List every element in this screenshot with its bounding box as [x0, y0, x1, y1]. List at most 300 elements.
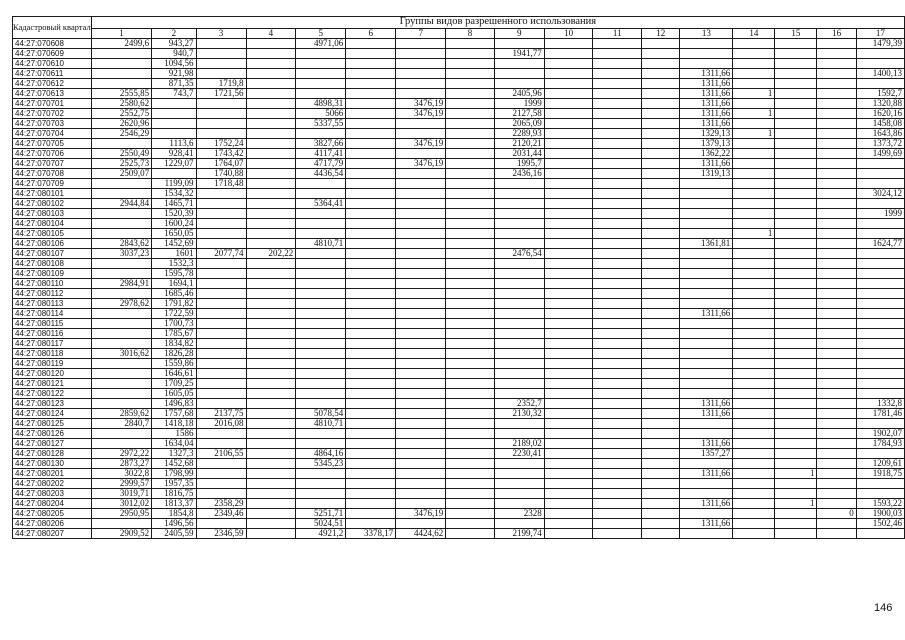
group-12-value-cell: [642, 239, 680, 249]
group-14-value-cell: [733, 329, 775, 339]
group-4-value-cell: [246, 329, 296, 339]
group-7-value-cell: [396, 39, 446, 49]
cadastral-value-table: [12, 16, 905, 539]
group-13-value-cell: [680, 229, 733, 239]
group-10-value-cell: [544, 429, 593, 439]
group-11-value-cell: [593, 209, 642, 219]
group-15-value-cell: [775, 89, 817, 99]
group-13-value-cell: [680, 279, 733, 289]
group-1-value-cell: 2843,62: [91, 239, 151, 249]
group-15-value-cell: [775, 389, 817, 399]
cadastral-quarter-cell: 44:27:080202: [13, 479, 92, 489]
group-12-value-cell: [642, 429, 680, 439]
group-2-value-cell: 743,7: [152, 89, 196, 99]
group-number-header: 2: [152, 29, 196, 39]
group-16-value-cell: [817, 459, 856, 469]
group-1-value-cell: 2499,6: [91, 39, 151, 49]
group-5-value-cell: [296, 179, 346, 189]
group-12-value-cell: [642, 39, 680, 49]
group-7-value-cell: [396, 199, 446, 209]
group-17-value-cell: [856, 59, 904, 69]
group-15-value-cell: [775, 459, 817, 469]
group-13-value-cell: [680, 339, 733, 349]
group-16-value-cell: [817, 449, 856, 459]
group-9-value-cell: [494, 179, 544, 189]
group-7-value-cell: [396, 429, 446, 439]
group-9-value-cell: 2405,96: [494, 89, 544, 99]
group-11-value-cell: [593, 299, 642, 309]
group-5-value-cell: [296, 69, 346, 79]
group-5-value-cell: 5345,23: [296, 459, 346, 469]
group-6-value-cell: [346, 399, 396, 409]
group-1-value-cell: 3016,62: [91, 349, 151, 359]
cadastral-quarter-cell: 44:27:080120: [13, 369, 92, 379]
group-12-value-cell: [642, 489, 680, 499]
group-7-value-cell: [396, 489, 446, 499]
group-6-value-cell: [346, 299, 396, 309]
group-8-value-cell: [446, 349, 494, 359]
group-6-value-cell: [346, 429, 396, 439]
group-3-value-cell: 1740,88: [196, 169, 246, 179]
group-5-value-cell: [296, 319, 346, 329]
group-9-value-cell: [494, 79, 544, 89]
group-17-value-cell: [856, 449, 904, 459]
group-4-value-cell: [246, 39, 296, 49]
group-6-value-cell: [346, 519, 396, 529]
group-14-value-cell: [733, 449, 775, 459]
group-2-value-cell: 1418,18: [152, 419, 196, 429]
group-17-value-cell: 1918,75: [856, 469, 904, 479]
group-2-value-cell: 1798,99: [152, 469, 196, 479]
cadastral-quarter-cell: 44:27:080114: [13, 309, 92, 319]
group-9-value-cell: 2328: [494, 509, 544, 519]
group-6-value-cell: [346, 279, 396, 289]
group-14-value-cell: [733, 489, 775, 499]
group-13-value-cell: 1311,66: [680, 159, 733, 169]
group-4-value-cell: [246, 99, 296, 109]
group-14-value-cell: [733, 409, 775, 419]
group-17-value-cell: 1592,7: [856, 89, 904, 99]
group-7-value-cell: [396, 209, 446, 219]
group-13-value-cell: 1311,66: [680, 109, 733, 119]
group-10-value-cell: [544, 299, 593, 309]
group-9-value-cell: [494, 379, 544, 389]
group-14-value-cell: [733, 399, 775, 409]
group-11-value-cell: [593, 369, 642, 379]
group-13-value-cell: [680, 349, 733, 359]
group-5-value-cell: 4921,2: [296, 529, 346, 539]
group-16-value-cell: [817, 489, 856, 499]
group-15-value-cell: [775, 109, 817, 119]
group-13-value-cell: 1311,66: [680, 79, 733, 89]
group-4-value-cell: [246, 289, 296, 299]
group-2-value-cell: 1605,05: [152, 389, 196, 399]
group-5-value-cell: [296, 479, 346, 489]
group-8-value-cell: [446, 319, 494, 329]
group-3-value-cell: 2349,46: [196, 509, 246, 519]
group-9-value-cell: 2127,58: [494, 109, 544, 119]
group-14-value-cell: [733, 509, 775, 519]
group-11-value-cell: [593, 269, 642, 279]
group-4-value-cell: [246, 369, 296, 379]
group-15-value-cell: [775, 449, 817, 459]
group-5-value-cell: [296, 299, 346, 309]
group-6-value-cell: [346, 319, 396, 329]
group-5-value-cell: [296, 339, 346, 349]
group-1-value-cell: [91, 269, 151, 279]
group-15-value-cell: [775, 319, 817, 329]
group-8-value-cell: [446, 439, 494, 449]
table-row: [13, 209, 905, 219]
group-16-value-cell: [817, 179, 856, 189]
group-14-value-cell: [733, 219, 775, 229]
group-9-value-cell: [494, 459, 544, 469]
group-12-value-cell: [642, 519, 680, 529]
group-3-value-cell: [196, 269, 246, 279]
group-11-value-cell: [593, 419, 642, 429]
group-8-value-cell: [446, 489, 494, 499]
group-14-value-cell: [733, 179, 775, 189]
group-11-value-cell: [593, 119, 642, 129]
group-3-value-cell: [196, 469, 246, 479]
group-16-value-cell: [817, 159, 856, 169]
group-5-value-cell: 5078,54: [296, 409, 346, 419]
group-7-value-cell: [396, 189, 446, 199]
cadastral-quarter-cell: 44:27:070709: [13, 179, 92, 189]
group-16-value-cell: [817, 389, 856, 399]
group-11-value-cell: [593, 99, 642, 109]
group-7-value-cell: [396, 169, 446, 179]
group-4-value-cell: [246, 389, 296, 399]
group-1-value-cell: [91, 439, 151, 449]
group-11-value-cell: [593, 59, 642, 69]
group-10-value-cell: [544, 319, 593, 329]
group-12-value-cell: [642, 109, 680, 119]
group-7-value-cell: [396, 219, 446, 229]
cadastral-quarter-cell: 44:27:080101: [13, 189, 92, 199]
group-5-value-cell: [296, 349, 346, 359]
group-17-value-cell: 1458,08: [856, 119, 904, 129]
group-13-value-cell: [680, 49, 733, 59]
group-4-value-cell: [246, 379, 296, 389]
group-11-value-cell: [593, 399, 642, 409]
group-7-value-cell: 3476,19: [396, 99, 446, 109]
group-15-value-cell: [775, 509, 817, 519]
group-7-value-cell: [396, 299, 446, 309]
group-number-header: 9: [494, 29, 544, 39]
group-8-value-cell: [446, 89, 494, 99]
group-11-value-cell: [593, 139, 642, 149]
group-5-value-cell: [296, 189, 346, 199]
group-12-value-cell: [642, 149, 680, 159]
group-10-value-cell: [544, 129, 593, 139]
group-2-value-cell: 1601: [152, 249, 196, 259]
group-10-value-cell: [544, 169, 593, 179]
group-15-value-cell: [775, 139, 817, 149]
group-11-value-cell: [593, 339, 642, 349]
group-5-value-cell: [296, 389, 346, 399]
group-1-value-cell: 2859,62: [91, 409, 151, 419]
group-7-value-cell: [396, 379, 446, 389]
group-17-value-cell: [856, 289, 904, 299]
group-16-value-cell: [817, 89, 856, 99]
group-8-value-cell: [446, 49, 494, 59]
group-15-value-cell: 1: [775, 499, 817, 509]
group-13-value-cell: 1329,13: [680, 129, 733, 139]
group-1-value-cell: 3012,02: [91, 499, 151, 509]
cadastral-quarter-cell: 44:27:080124: [13, 409, 92, 419]
group-6-value-cell: [346, 509, 396, 519]
group-2-value-cell: 1496,56: [152, 519, 196, 529]
group-10-value-cell: [544, 519, 593, 529]
group-number-header: 14: [733, 29, 775, 39]
cadastral-quarter-cell: 44:27:070611: [13, 69, 92, 79]
group-9-value-cell: 2130,32: [494, 409, 544, 419]
group-14-value-cell: [733, 139, 775, 149]
group-12-value-cell: [642, 409, 680, 419]
table-row: [13, 229, 905, 239]
group-3-value-cell: [196, 299, 246, 309]
group-10-value-cell: [544, 139, 593, 149]
cadastral-quarter-cell: 44:27:080203: [13, 489, 92, 499]
group-9-value-cell: 2476,54: [494, 249, 544, 259]
group-3-value-cell: [196, 399, 246, 409]
group-5-value-cell: [296, 309, 346, 319]
group-8-value-cell: [446, 399, 494, 409]
table-row: [13, 219, 905, 229]
group-10-value-cell: [544, 379, 593, 389]
group-1-value-cell: 2873,27: [91, 459, 151, 469]
table-row: [13, 419, 905, 429]
group-12-value-cell: [642, 419, 680, 429]
table-row: [13, 329, 905, 339]
group-17-value-cell: 1332,8: [856, 399, 904, 409]
group-16-value-cell: [817, 409, 856, 419]
group-11-value-cell: [593, 469, 642, 479]
group-number-header: 17: [856, 29, 904, 39]
group-1-value-cell: 2552,75: [91, 109, 151, 119]
group-10-value-cell: [544, 479, 593, 489]
group-1-value-cell: [91, 329, 151, 339]
group-12-value-cell: [642, 459, 680, 469]
group-14-value-cell: [733, 289, 775, 299]
group-13-value-cell: [680, 189, 733, 199]
group-17-value-cell: 1479,39: [856, 39, 904, 49]
group-9-value-cell: [494, 499, 544, 509]
group-4-value-cell: [246, 79, 296, 89]
table-row: [13, 169, 905, 179]
group-8-value-cell: [446, 329, 494, 339]
group-16-value-cell: [817, 419, 856, 429]
group-16-value-cell: [817, 499, 856, 509]
group-9-value-cell: [494, 229, 544, 239]
group-4-value-cell: [246, 509, 296, 519]
group-5-value-cell: 5251,71: [296, 509, 346, 519]
group-12-value-cell: [642, 89, 680, 99]
group-8-value-cell: [446, 529, 494, 539]
group-6-value-cell: [346, 189, 396, 199]
group-7-value-cell: [396, 419, 446, 429]
group-3-value-cell: [196, 259, 246, 269]
group-16-value-cell: [817, 339, 856, 349]
group-15-value-cell: [775, 369, 817, 379]
group-5-value-cell: [296, 429, 346, 439]
cadastral-quarter-cell: 44:27:080128: [13, 449, 92, 459]
group-16-value-cell: [817, 269, 856, 279]
cadastral-quarter-cell: 44:27:080113: [13, 299, 92, 309]
table-row: [13, 409, 905, 419]
cadastral-quarter-cell: 44:27:080106: [13, 239, 92, 249]
group-14-value-cell: [733, 499, 775, 509]
group-4-value-cell: 202,22: [246, 249, 296, 259]
group-number-header: 15: [775, 29, 817, 39]
group-14-value-cell: [733, 99, 775, 109]
table-row: [13, 89, 905, 99]
group-4-value-cell: [246, 229, 296, 239]
group-15-value-cell: [775, 219, 817, 229]
group-9-value-cell: [494, 329, 544, 339]
group-12-value-cell: [642, 199, 680, 209]
group-2-value-cell: 1834,82: [152, 339, 196, 349]
group-10-value-cell: [544, 489, 593, 499]
group-1-value-cell: [91, 219, 151, 229]
group-17-value-cell: 1400,13: [856, 69, 904, 79]
group-6-value-cell: [346, 209, 396, 219]
group-15-value-cell: [775, 419, 817, 429]
group-13-value-cell: [680, 509, 733, 519]
group-11-value-cell: [593, 409, 642, 419]
group-13-value-cell: [680, 389, 733, 399]
group-10-value-cell: [544, 79, 593, 89]
group-12-value-cell: [642, 99, 680, 109]
group-3-value-cell: [196, 319, 246, 329]
group-10-value-cell: [544, 199, 593, 209]
table-row: [13, 179, 905, 189]
group-13-value-cell: [680, 379, 733, 389]
group-3-value-cell: 1721,56: [196, 89, 246, 99]
group-17-value-cell: 1620,16: [856, 109, 904, 119]
group-14-value-cell: [733, 519, 775, 529]
cadastral-quarter-cell: 44:27:080102: [13, 199, 92, 209]
group-6-value-cell: [346, 449, 396, 459]
group-6-value-cell: [346, 99, 396, 109]
group-4-value-cell: [246, 139, 296, 149]
group-9-value-cell: [494, 489, 544, 499]
group-1-value-cell: [91, 359, 151, 369]
group-16-value-cell: [817, 189, 856, 199]
group-1-value-cell: [91, 179, 151, 189]
group-3-value-cell: [196, 439, 246, 449]
group-4-value-cell: [246, 149, 296, 159]
group-11-value-cell: [593, 149, 642, 159]
group-10-value-cell: [544, 369, 593, 379]
group-4-value-cell: [246, 259, 296, 269]
group-10-value-cell: [544, 359, 593, 369]
group-9-value-cell: 2120,21: [494, 139, 544, 149]
group-4-value-cell: [246, 519, 296, 529]
cadastral-quarter-cell: 44:27:080116: [13, 329, 92, 339]
group-1-value-cell: [91, 319, 151, 329]
group-16-value-cell: [817, 439, 856, 449]
cadastral-quarter-cell: 44:27:080207: [13, 529, 92, 539]
group-16-value-cell: [817, 209, 856, 219]
group-9-value-cell: [494, 359, 544, 369]
group-3-value-cell: [196, 279, 246, 289]
group-9-value-cell: [494, 349, 544, 359]
group-11-value-cell: [593, 89, 642, 99]
group-6-value-cell: [346, 479, 396, 489]
group-3-value-cell: [196, 199, 246, 209]
group-11-value-cell: [593, 249, 642, 259]
group-13-value-cell: [680, 219, 733, 229]
table-row: [13, 529, 905, 539]
group-7-value-cell: 4424,62: [396, 529, 446, 539]
group-17-value-cell: 1373,72: [856, 139, 904, 149]
group-9-value-cell: 2189,02: [494, 439, 544, 449]
table-row: [13, 509, 905, 519]
cadastral-quarter-cell: 44:27:080107: [13, 249, 92, 259]
group-4-value-cell: [246, 299, 296, 309]
group-14-value-cell: [733, 159, 775, 169]
group-3-value-cell: [196, 389, 246, 399]
group-9-value-cell: [494, 429, 544, 439]
cadastral-price-table-sheet: [12, 16, 905, 539]
group-14-value-cell: [733, 209, 775, 219]
group-number-header: 4: [246, 29, 296, 39]
group-16-value-cell: [817, 279, 856, 289]
group-15-value-cell: [775, 49, 817, 59]
group-6-value-cell: [346, 249, 396, 259]
group-2-value-cell: 1595,78: [152, 269, 196, 279]
group-11-value-cell: [593, 509, 642, 519]
group-15-value-cell: [775, 229, 817, 239]
cadastral-quarter-cell: 44:27:080118: [13, 349, 92, 359]
group-2-value-cell: 1685,46: [152, 289, 196, 299]
group-8-value-cell: [446, 419, 494, 429]
group-16-value-cell: [817, 169, 856, 179]
group-8-value-cell: [446, 459, 494, 469]
group-12-value-cell: [642, 249, 680, 259]
group-7-value-cell: [396, 49, 446, 59]
group-10-value-cell: [544, 179, 593, 189]
group-10-value-cell: [544, 219, 593, 229]
group-6-value-cell: [346, 389, 396, 399]
group-16-value-cell: [817, 109, 856, 119]
group-4-value-cell: [246, 129, 296, 139]
cadastral-quarter-cell: 44:27:080108: [13, 259, 92, 269]
group-2-value-cell: 1826,28: [152, 349, 196, 359]
group-2-value-cell: 940,7: [152, 49, 196, 59]
group-9-value-cell: [494, 259, 544, 269]
group-7-value-cell: [396, 249, 446, 259]
group-15-value-cell: [775, 399, 817, 409]
group-3-value-cell: [196, 359, 246, 369]
group-17-value-cell: [856, 199, 904, 209]
group-11-value-cell: [593, 49, 642, 59]
group-1-value-cell: [91, 59, 151, 69]
group-7-value-cell: [396, 59, 446, 69]
group-17-value-cell: [856, 49, 904, 59]
group-5-value-cell: [296, 59, 346, 69]
group-13-value-cell: 1311,66: [680, 469, 733, 479]
group-2-value-cell: 1709,25: [152, 379, 196, 389]
group-4-value-cell: [246, 429, 296, 439]
group-16-value-cell: [817, 239, 856, 249]
group-17-value-cell: [856, 329, 904, 339]
group-17-value-cell: [856, 179, 904, 189]
group-16-value-cell: [817, 369, 856, 379]
group-14-value-cell: [733, 279, 775, 289]
